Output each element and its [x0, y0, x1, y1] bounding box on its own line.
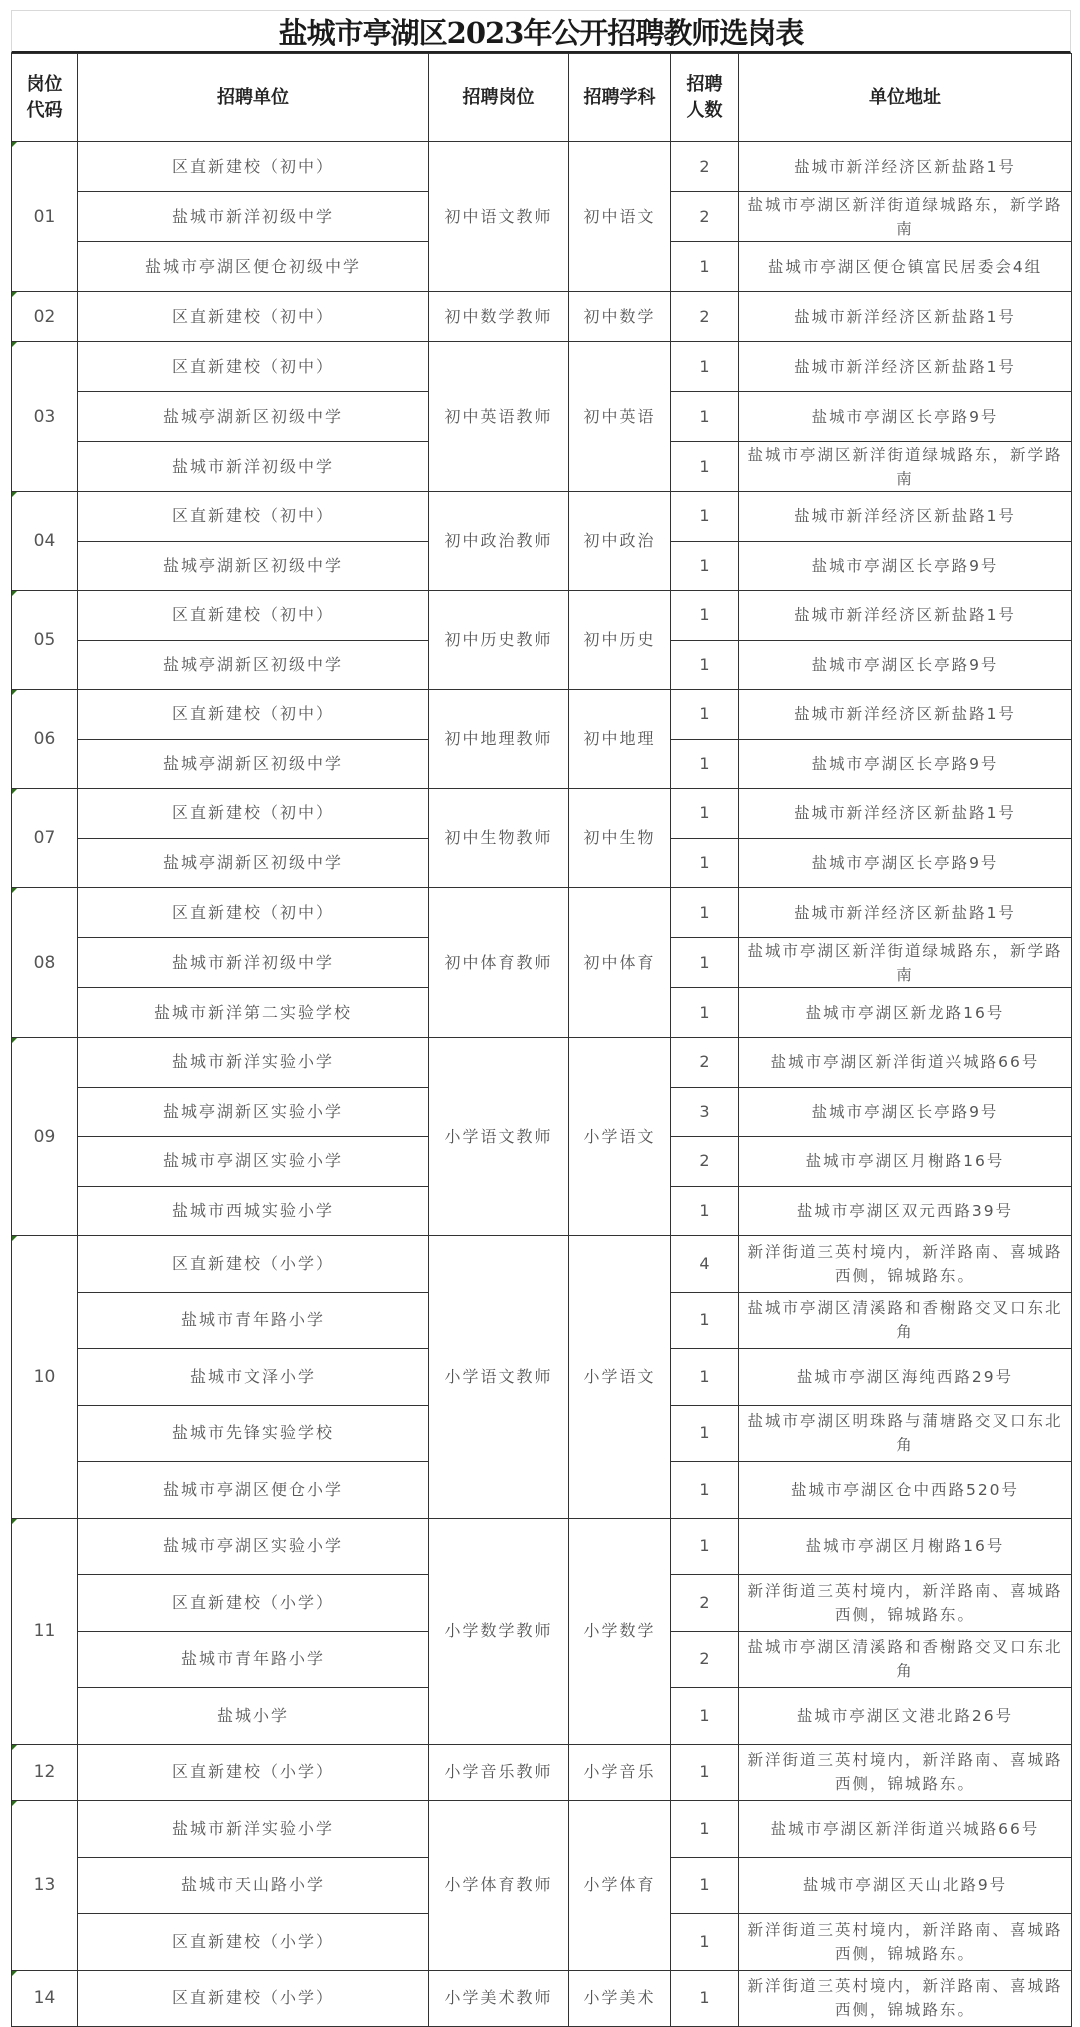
position-code: 03: [12, 342, 78, 492]
headcount: 1: [671, 1857, 739, 1914]
position-name: 初中政治教师: [429, 492, 569, 591]
header-code-line2: 代码: [26, 99, 63, 121]
position-code: 09: [12, 1038, 78, 1236]
table-row: [12, 888, 1072, 938]
subject-name: 初中地理: [569, 690, 671, 789]
headcount: 1: [671, 1688, 739, 1745]
unit-address: 盐城市亭湖区月榭路16号: [739, 1518, 1072, 1575]
headcount: 1: [671, 888, 739, 938]
unit-address: 盐城市亭湖区海纯西路29号: [739, 1349, 1072, 1406]
subject-name: 小学语文: [569, 1038, 671, 1236]
position-code: 12: [12, 1744, 78, 1801]
table-row: [12, 1970, 1072, 2027]
recruiting-unit: 盐城市西城实验小学: [78, 1186, 429, 1236]
table-row: [12, 142, 1072, 192]
unit-address: 盐城市新洋经济区新盐路1号: [739, 492, 1072, 542]
recruiting-unit: 盐城市文泽小学: [78, 1349, 429, 1406]
unit-address: 盐城市亭湖区新龙路16号: [739, 988, 1072, 1038]
unit-address: 盐城市亭湖区长亭路9号: [739, 640, 1072, 690]
unit-address: 盐城市亭湖区仓中西路520号: [739, 1462, 1072, 1519]
header-position: 招聘岗位: [429, 54, 569, 142]
headcount: 1: [671, 442, 739, 492]
recruiting-unit: 区直新建校（小学）: [78, 1914, 429, 1971]
position-name: 初中地理教师: [429, 690, 569, 789]
unit-address: 盐城市亭湖区天山北路9号: [739, 1857, 1072, 1914]
header-count-line1: 招聘: [686, 73, 723, 95]
headcount: 1: [671, 392, 739, 442]
headcount: 2: [671, 142, 739, 192]
subject-name: 初中体育: [569, 888, 671, 1038]
subject-name: 小学音乐: [569, 1744, 671, 1801]
recruiting-unit: 区直新建校（小学）: [78, 1970, 429, 2027]
headcount: 1: [671, 739, 739, 789]
unit-address: 盐城市亭湖区便仓镇富民居委会4组: [739, 242, 1072, 292]
unit-address: 盐城市亭湖区长亭路9号: [739, 392, 1072, 442]
headcount: 1: [671, 690, 739, 740]
position-name: 小学体育教师: [429, 1801, 569, 1971]
recruiting-unit: 区直新建校（初中）: [78, 888, 429, 938]
unit-address: 盐城市亭湖区月榭路16号: [739, 1137, 1072, 1187]
unit-address: 盐城市新洋经济区新盐路1号: [739, 888, 1072, 938]
position-code: 01: [12, 142, 78, 292]
headcount: 1: [671, 838, 739, 888]
headcount: 1: [671, 1914, 739, 1971]
recruiting-unit: 区直新建校（小学）: [78, 1236, 429, 1293]
position-code: 10: [12, 1236, 78, 1519]
unit-address: 盐城市新洋经济区新盐路1号: [739, 789, 1072, 839]
position-name: 小学音乐教师: [429, 1744, 569, 1801]
unit-address: 新洋街道三英村境内，新洋路南、喜城路西侧，锦城路东。: [739, 1236, 1072, 1293]
recruiting-unit: 盐城亭湖新区初级中学: [78, 739, 429, 789]
table-row: [12, 1236, 1072, 1293]
recruiting-unit: 盐城亭湖新区实验小学: [78, 1087, 429, 1137]
recruiting-unit: 区直新建校（初中）: [78, 142, 429, 192]
recruiting-unit: 盐城市新洋初级中学: [78, 442, 429, 492]
position-name: 初中数学教师: [429, 292, 569, 342]
recruiting-unit: 盐城亭湖新区初级中学: [78, 838, 429, 888]
table-row: [12, 1801, 1072, 1858]
headcount: 4: [671, 1236, 739, 1293]
headcount: 2: [671, 1631, 739, 1688]
position-code: 05: [12, 591, 78, 690]
headcount: 1: [671, 1405, 739, 1462]
headcount: 1: [671, 1518, 739, 1575]
subject-name: 初中数学: [569, 292, 671, 342]
table-row: [12, 1038, 1072, 1088]
header-code-line1: 岗位: [26, 73, 63, 95]
unit-address: 新洋街道三英村境内，新洋路南、喜城路西侧，锦城路东。: [739, 1970, 1072, 2027]
unit-address: 盐城市新洋经济区新盐路1号: [739, 690, 1072, 740]
recruiting-unit: 区直新建校（初中）: [78, 789, 429, 839]
table-row: [12, 292, 1072, 342]
unit-address: 盐城市亭湖区清溪路和香榭路交叉口东北角: [739, 1631, 1072, 1688]
headcount: 3: [671, 1087, 739, 1137]
position-name: 小学美术教师: [429, 1970, 569, 2027]
headcount: 1: [671, 938, 739, 988]
sheet-title: 盐城市亭湖区2023年公开招聘教师选岗表: [11, 10, 1071, 53]
recruiting-unit: 区直新建校（初中）: [78, 342, 429, 392]
unit-address: 盐城市亭湖区双元西路39号: [739, 1186, 1072, 1236]
unit-address: 盐城市亭湖区长亭路9号: [739, 541, 1072, 591]
positions-body: [12, 142, 1072, 2027]
headcount: 1: [671, 541, 739, 591]
subject-name: 小学美术: [569, 1970, 671, 2027]
unit-address: 盐城市亭湖区明珠路与蒲塘路交叉口东北角: [739, 1405, 1072, 1462]
job-selection-sheet: [11, 10, 1071, 2027]
position-name: 初中生物教师: [429, 789, 569, 888]
table-row: [12, 789, 1072, 839]
position-name: 小学数学教师: [429, 1518, 569, 1744]
subject-name: 初中英语: [569, 342, 671, 492]
recruiting-unit: 区直新建校（小学）: [78, 1744, 429, 1801]
unit-address: 盐城市亭湖区新洋街道兴城路66号: [739, 1038, 1072, 1088]
table-row: [12, 690, 1072, 740]
header-address: 单位地址: [739, 54, 1072, 142]
headcount: 2: [671, 1038, 739, 1088]
header-count: [671, 54, 739, 142]
recruiting-unit: 区直新建校（初中）: [78, 690, 429, 740]
table-row: [12, 1744, 1072, 1801]
header-unit: 招聘单位: [78, 54, 429, 142]
position-code: 06: [12, 690, 78, 789]
positions-table: [11, 53, 1072, 2027]
position-code: 07: [12, 789, 78, 888]
headcount: 1: [671, 1462, 739, 1519]
unit-address: 盐城市亭湖区长亭路9号: [739, 739, 1072, 789]
headcount: 2: [671, 192, 739, 242]
recruiting-unit: 区直新建校（初中）: [78, 292, 429, 342]
unit-address: 盐城市新洋经济区新盐路1号: [739, 591, 1072, 641]
recruiting-unit: 盐城市青年路小学: [78, 1292, 429, 1349]
subject-name: 小学数学: [569, 1518, 671, 1744]
unit-address: 新洋街道三英村境内，新洋路南、喜城路西侧，锦城路东。: [739, 1914, 1072, 1971]
recruiting-unit: 区直新建校（小学）: [78, 1575, 429, 1632]
headcount: 1: [671, 789, 739, 839]
recruiting-unit: 盐城市青年路小学: [78, 1631, 429, 1688]
recruiting-unit: 盐城亭湖新区初级中学: [78, 541, 429, 591]
header-count-line2: 人数: [686, 99, 723, 121]
recruiting-unit: 盐城市新洋实验小学: [78, 1038, 429, 1088]
headcount: 2: [671, 1137, 739, 1187]
unit-address: 盐城市新洋经济区新盐路1号: [739, 292, 1072, 342]
position-code: 08: [12, 888, 78, 1038]
headcount: 1: [671, 1801, 739, 1858]
subject-name: 初中语文: [569, 142, 671, 292]
recruiting-unit: 盐城小学: [78, 1688, 429, 1745]
position-name: 小学语文教师: [429, 1236, 569, 1519]
table-row: [12, 342, 1072, 392]
recruiting-unit: 盐城亭湖新区初级中学: [78, 392, 429, 442]
headcount: 1: [671, 1744, 739, 1801]
position-code: 14: [12, 1970, 78, 2027]
subject-name: 初中历史: [569, 591, 671, 690]
headcount: 1: [671, 1970, 739, 2027]
subject-name: 初中生物: [569, 789, 671, 888]
headcount: 1: [671, 1186, 739, 1236]
unit-address: 新洋街道三英村境内，新洋路南、喜城路西侧，锦城路东。: [739, 1744, 1072, 1801]
recruiting-unit: 盐城市亭湖区便仓初级中学: [78, 242, 429, 292]
position-code: 02: [12, 292, 78, 342]
headcount: 1: [671, 640, 739, 690]
unit-address: 盐城市亭湖区文港北路26号: [739, 1688, 1072, 1745]
unit-address: 新洋街道三英村境内，新洋路南、喜城路西侧，锦城路东。: [739, 1575, 1072, 1632]
unit-address: 盐城市新洋经济区新盐路1号: [739, 142, 1072, 192]
recruiting-unit: 盐城市新洋第二实验学校: [78, 988, 429, 1038]
table-row: [12, 492, 1072, 542]
recruiting-unit: 盐城亭湖新区初级中学: [78, 640, 429, 690]
headcount: 1: [671, 492, 739, 542]
header-row: [12, 54, 1072, 142]
header-subject: 招聘学科: [569, 54, 671, 142]
recruiting-unit: 区直新建校（初中）: [78, 492, 429, 542]
position-name: 初中历史教师: [429, 591, 569, 690]
table-row: [12, 1518, 1072, 1575]
unit-address: 盐城市亭湖区清溪路和香榭路交叉口东北角: [739, 1292, 1072, 1349]
position-name: 初中语文教师: [429, 142, 569, 292]
subject-name: 小学语文: [569, 1236, 671, 1519]
unit-address: 盐城市亭湖区新洋街道绿城路东，新学路南: [739, 938, 1072, 988]
subject-name: 小学体育: [569, 1801, 671, 1971]
header-code: [12, 54, 78, 142]
recruiting-unit: 盐城市先锋实验学校: [78, 1405, 429, 1462]
recruiting-unit: 盐城市亭湖区实验小学: [78, 1518, 429, 1575]
headcount: 1: [671, 1349, 739, 1406]
position-name: 初中英语教师: [429, 342, 569, 492]
unit-address: 盐城市亭湖区新洋街道绿城路东，新学路南: [739, 192, 1072, 242]
position-name: 初中体育教师: [429, 888, 569, 1038]
recruiting-unit: 区直新建校（初中）: [78, 591, 429, 641]
recruiting-unit: 盐城市亭湖区实验小学: [78, 1137, 429, 1187]
headcount: 1: [671, 342, 739, 392]
unit-address: 盐城市新洋经济区新盐路1号: [739, 342, 1072, 392]
table-row: [12, 591, 1072, 641]
headcount: 2: [671, 1575, 739, 1632]
unit-address: 盐城市亭湖区长亭路9号: [739, 838, 1072, 888]
position-name: 小学语文教师: [429, 1038, 569, 1236]
recruiting-unit: 盐城市亭湖区便仓小学: [78, 1462, 429, 1519]
recruiting-unit: 盐城市新洋实验小学: [78, 1801, 429, 1858]
position-code: 04: [12, 492, 78, 591]
headcount: 2: [671, 292, 739, 342]
recruiting-unit: 盐城市新洋初级中学: [78, 192, 429, 242]
headcount: 1: [671, 1292, 739, 1349]
recruiting-unit: 盐城市新洋初级中学: [78, 938, 429, 988]
headcount: 1: [671, 988, 739, 1038]
position-code: 11: [12, 1518, 78, 1744]
unit-address: 盐城市亭湖区长亭路9号: [739, 1087, 1072, 1137]
position-code: 13: [12, 1801, 78, 1971]
headcount: 1: [671, 242, 739, 292]
headcount: 1: [671, 591, 739, 641]
unit-address: 盐城市亭湖区新洋街道兴城路66号: [739, 1801, 1072, 1858]
unit-address: 盐城市亭湖区新洋街道绿城路东，新学路南: [739, 442, 1072, 492]
recruiting-unit: 盐城市天山路小学: [78, 1857, 429, 1914]
subject-name: 初中政治: [569, 492, 671, 591]
